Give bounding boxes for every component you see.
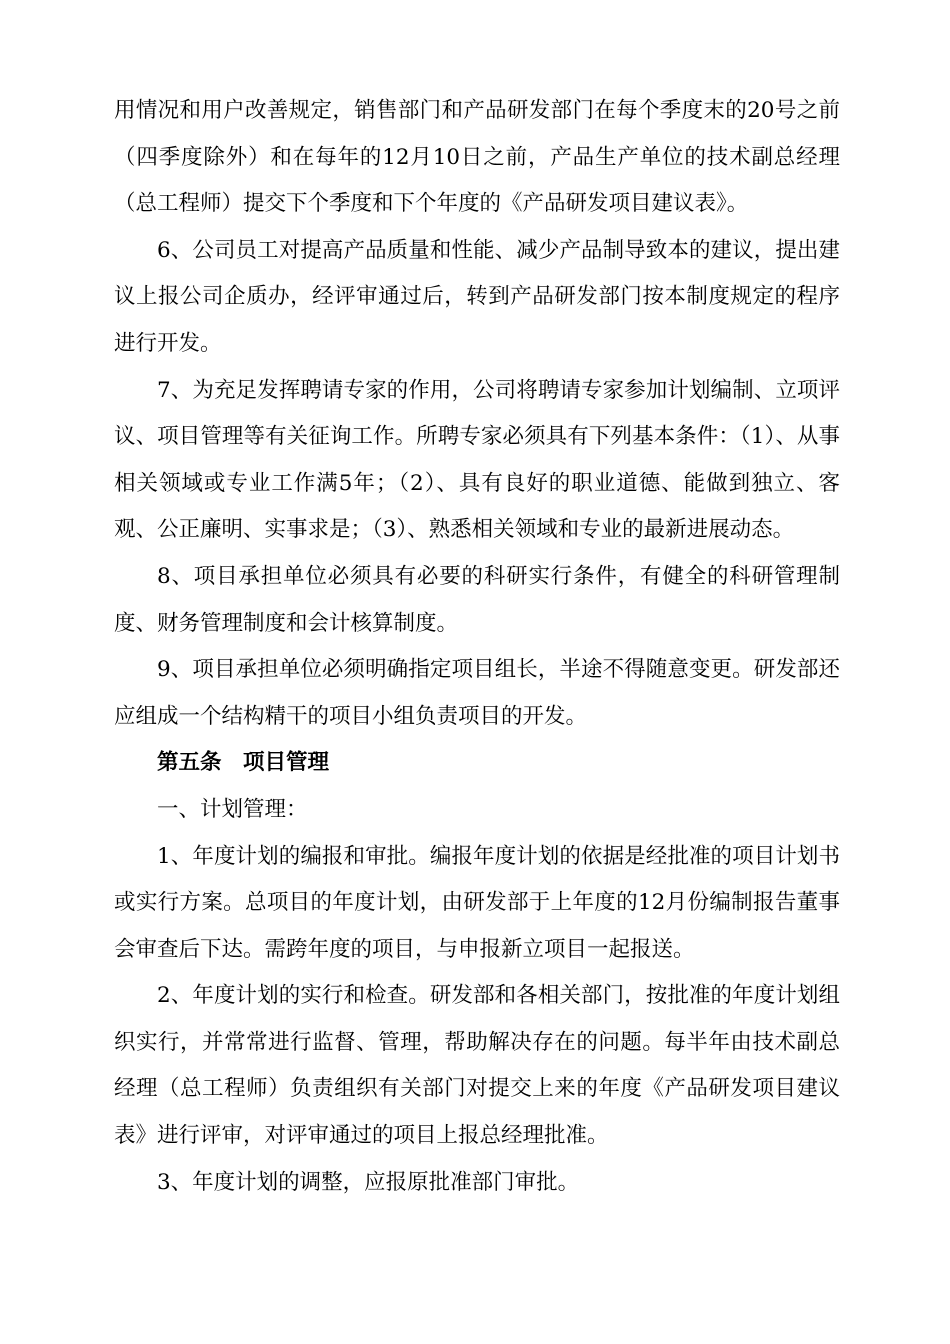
- paragraph-item-7: 7、为充足发挥聘请专家的作用，公司将聘请专家参加计划编制、立项评议、项目管理等有关征询工作。所聘专家必须具有下列基本条件：（1）、从事相关领域或专业工作满5年；（2）、具有良好的职业道德、能做到独立、客观、公正廉明、实事求是；（3）、熟悉相关领域和专业的最新进展动态。: [114, 377, 840, 543]
- document-page: [114, 88, 840, 1206]
- paragraph-continuation: 用情况和用户改善规定，销售部门和产品研发部门在每个季度末的20号之前（四季度除外）和在每年的12月10日之前，产品生产单位的技术副总经理（总工程师）提交下个季度和下个年度的《产品研发项目建议表》。: [114, 98, 840, 217]
- section-heading-article-5: 第五条 项目管理: [157, 750, 330, 776]
- subsection-plan-management: 一、计划管理：: [157, 796, 308, 822]
- paragraph-item-8: 8、项目承担单位必须具有必要的科研实行条件，有健全的科研管理制度、财务管理制度和会计核算制度。: [114, 563, 840, 636]
- paragraph-item-9: 9、项目承担单位必须明确指定项目组长，半途不得随意变更。研发部还应组成一个结构精干的项目小组负责项目的开发。: [114, 657, 840, 729]
- paragraph-item-6: 6、公司员工对提高产品质量和性能、减少产品制导致本的建议，提出建议上报公司企质办，经评审通过后，转到产品研发部门按本制度规定的程序进行开发。: [114, 237, 840, 356]
- paragraph-plan-item-1: 1、年度计划的编报和审批。编报年度计划的依据是经批准的项目计划书或实行方案。总项目的年度计划，由研发部于上年度的12月份编制报告董事会审查后下达。需跨年度的项目，与申报新立项目一起报送。: [114, 843, 840, 962]
- paragraph-plan-item-3: 3、年度计划的调整，应报原批准部门审批。: [157, 1169, 580, 1195]
- paragraph-plan-item-2: 2、年度计划的实行和检查。研发部和各相关部门，按批准的年度计划组织实行，并常常进行监督、管理，帮助解决存在的问题。每半年由技术副总经理（总工程师）负责组织有关部门对提交上来的年度《产品研发项目建议表》进行评审，对评审通过的项目上报总经理批准。: [114, 983, 840, 1149]
